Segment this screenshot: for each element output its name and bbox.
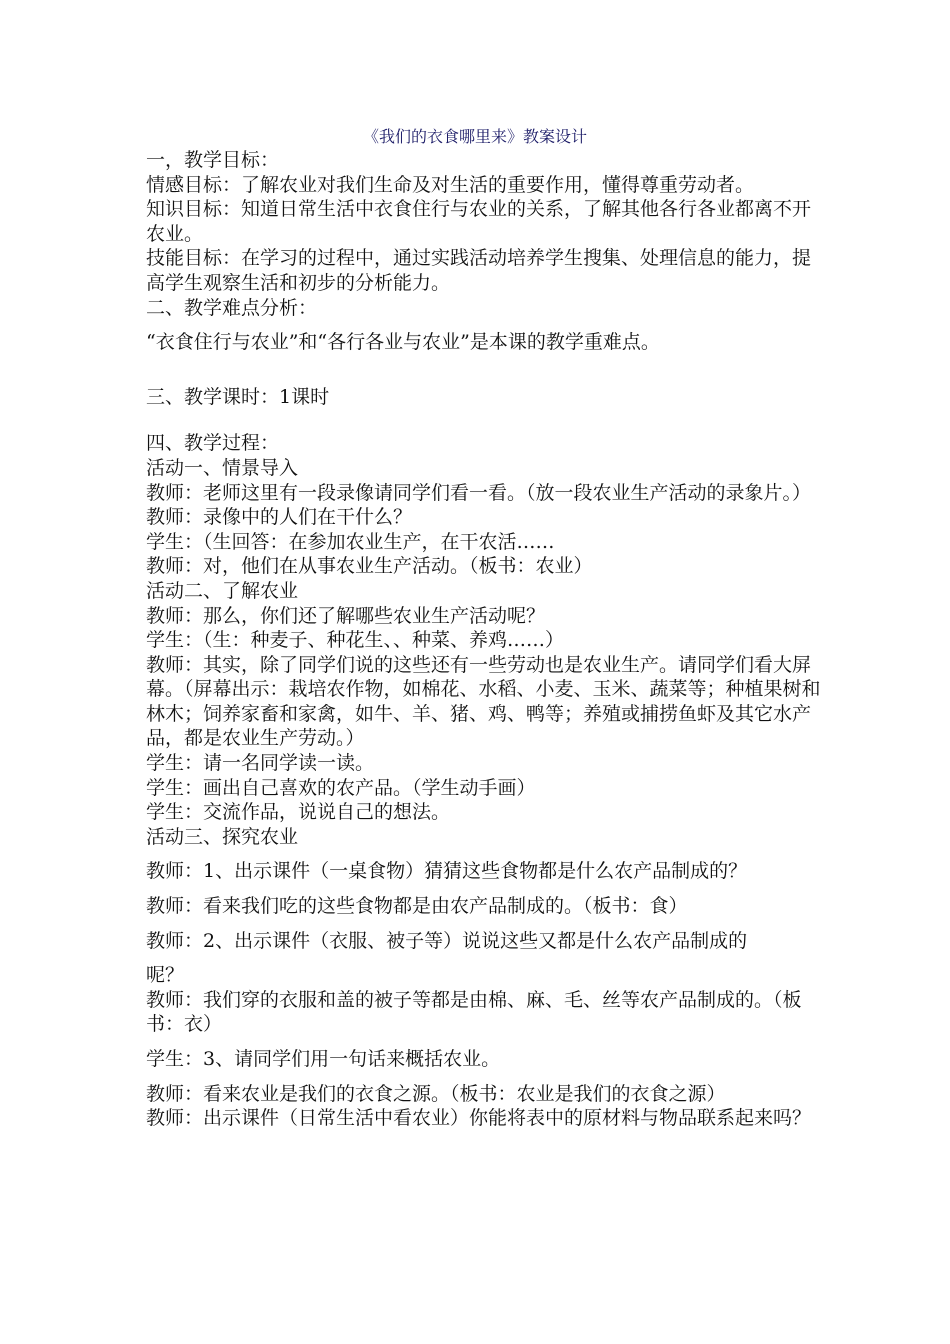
paragraph: 教师：那么，你们还了解哪些农业生产活动呢？ — [146, 604, 546, 627]
paragraph: 知识目标：知道日常生活中衣食住行与农业的关系，了解其他各行各业都离不开农业。 — [146, 198, 812, 245]
paragraph: 学生：请一名同学读一读。 — [146, 752, 375, 775]
paragraph: 教师：老师这里有一段录像请同学们看一看。（放一段农业生产活动的录象片。） — [146, 481, 812, 504]
paragraph: 呢？ — [146, 964, 185, 987]
document-title: 《我们的衣食哪里来》教案设计 — [362, 127, 587, 146]
paragraph: 三、教学课时：1课时 — [146, 385, 330, 408]
paragraph: 教师：出示课件（日常生活中看农业）你能将表中的原材料与物品联系起来吗？ — [146, 1107, 812, 1130]
paragraph: 教师：1、出示课件（一桌食物）猜猜这些食物都是什么农产品制成的？ — [146, 860, 748, 883]
paragraph: 学生：（生回答：在参加农业生产，在干农活…… — [146, 530, 555, 553]
paragraph: 教师：看来我们吃的这些食物都是由农产品制成的。（板书：食） — [146, 895, 688, 918]
document-body — [146, 148, 826, 1131]
paragraph: 学生：（生：种麦子、种花生、、种菜、养鸡……） — [146, 629, 565, 652]
paragraph: 学生：交流作品，说说自己的想法。 — [146, 801, 451, 824]
paragraph: 教师：对，他们在从事农业生产活动。（板书：农业） — [146, 555, 593, 578]
paragraph: 教师：其实，除了同学们说的这些还有一些劳动也是农业生产。请同学们看大屏幕。（屏幕出示：栽培农作物，如棉花、水稻、小麦、玉米、蔬菜等；种植果树和林木；饲养家畜和家禽，如牛、羊、猪、鸡、鸭等；养殖或捕捞鱼虾及其它水产品，都是农业生产劳动。） — [146, 653, 821, 750]
paragraph: 活动一、情景导入 — [146, 456, 299, 479]
paragraph: 一，教学目标： — [146, 149, 280, 171]
paragraph: “衣食住行与农业”和“各行各业与农业”是本课的教学重难点。 — [146, 331, 660, 354]
paragraph: 教师：我们穿的衣服和盖的被子等都是由棉、麻、毛、丝等农产品制成的。（板书：衣） — [146, 988, 802, 1036]
paragraph: 学生：画出自己喜欢的农产品。（学生动手画） — [146, 776, 536, 799]
paragraph: 学生：3、请同学们用一句话来概括农业。 — [146, 1048, 501, 1070]
paragraph: 四、教学过程： — [146, 432, 280, 455]
paragraph: 情感目标：了解农业对我们生命及对生活的重要作用，懂得尊重劳动者。 — [146, 173, 755, 196]
paragraph: 活动三、探究农业 — [146, 825, 299, 848]
paragraph: 活动二、了解农业 — [146, 579, 299, 602]
paragraph: 教师：2、出示课件（衣服、被子等）说说这些又都是什么农产品制成的 — [146, 929, 748, 952]
paragraph: 技能目标：在学习的过程中，通过实践活动培养学生搜集、处理信息的能力，提高学生观察生活和初步的分析能力。 — [146, 247, 812, 294]
paragraph: 教师：录像中的人们在干什么？ — [146, 506, 413, 529]
paragraph: 二、教学难点分析： — [146, 296, 318, 319]
paragraph: 教师：看来农业是我们的衣食之源。（板书：农业是我们的衣食之源） — [146, 1082, 726, 1105]
